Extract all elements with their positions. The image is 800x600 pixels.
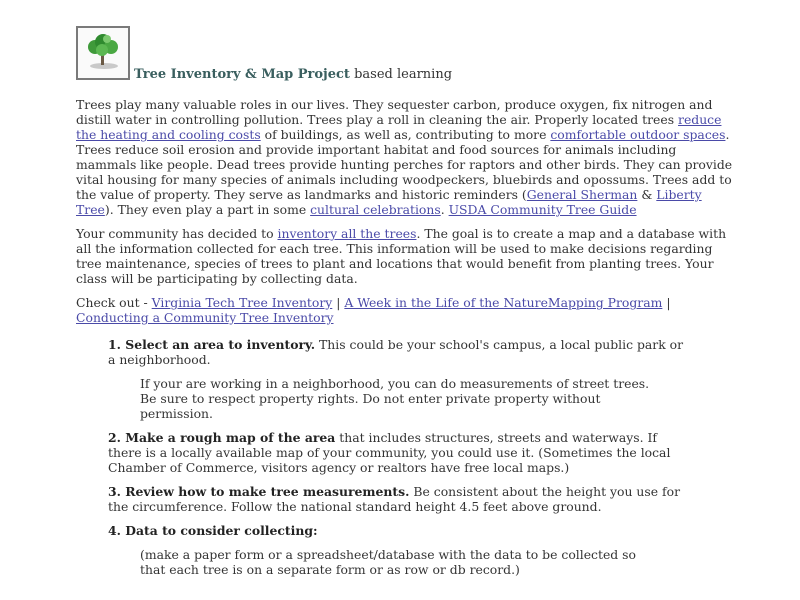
page-header [76, 20, 736, 80]
step-heading: 3. Review how to make tree measurements. [108, 484, 410, 499]
intro-text: . Trees reduce soil erosion and provide important habitat and food sources for animals including mammals like people. Dead trees provide hunting perches for raptors and other birds. They can provide vital housing for many species of animals including woodpeckers, bluebirds and opossums. Trees add to the value of property. They serve as landmarks and historic reminders ( [76, 127, 733, 202]
step-2 [108, 430, 688, 475]
step-1 [108, 337, 688, 421]
link-separator: | [332, 295, 345, 310]
step-text: Be consistent about the height you use for the circumference. Follow the national standard height 4.5 feet above ground. [108, 484, 681, 514]
link-inventory-all-trees[interactable]: inventory all the trees [277, 226, 417, 241]
page-title [134, 67, 452, 82]
checkout-paragraph [76, 295, 736, 325]
link-general-sherman[interactable]: General Sherman [526, 187, 638, 202]
title-suffix: based learning [349, 67, 453, 82]
step-4 [108, 523, 688, 577]
link-virginia-tech-tree-inventory[interactable]: Virginia Tech Tree Inventory [151, 295, 333, 310]
link-liberty-tree[interactable]: Liberty Tree [76, 187, 702, 217]
step-heading: 2. Make a rough map of the area [108, 430, 336, 445]
community-paragraph [76, 226, 736, 286]
step-text: This could be your school's campus, a local public park or a neighborhood. [108, 337, 684, 367]
link-separator: | [662, 295, 671, 310]
page-content [76, 20, 736, 586]
steps-list [108, 337, 688, 577]
link-reduce-heating-cooling[interactable]: reduce the heating and cooling costs [76, 112, 722, 142]
link-conducting-community-tree-inventory[interactable]: Conducting a Community Tree Inventory [76, 310, 334, 325]
link-usda-community-tree-guide[interactable]: USDA Community Tree Guide [448, 202, 637, 217]
link-comfortable-outdoor-spaces[interactable]: comfortable outdoor spaces [550, 127, 726, 142]
intro-text: of buildings, as well as, contributing to more [260, 127, 551, 142]
checkout-label: Check out - [76, 295, 152, 310]
link-naturemapping-program[interactable]: A Week in the Life of the NatureMapping Program [344, 295, 663, 310]
link-cultural-celebrations[interactable]: cultural celebrations [310, 202, 441, 217]
step-text: that includes structures, streets and waterways. If there is a locally available map of your community, you could use it. (Sometimes the local Chamber of Commerce, visitors agency or realtors have free local maps.) [108, 430, 671, 475]
intro-paragraph [76, 97, 736, 217]
tree-icon [76, 26, 130, 80]
title-bold: Tree Inventory & Map Project [134, 67, 350, 82]
step-heading: 1. Select an area to inventory. [108, 337, 316, 352]
intro-text: Trees play many valuable roles in our lives. They sequester carbon, produce oxygen, fix nitrogen and distill water in controlling pollution. Trees play a roll in cleaning the air. Properly located trees [76, 97, 713, 127]
intro-text: & [637, 187, 657, 202]
step-note: (make a paper form or a spreadsheet/database with the data to be collected so that each tree is on a separate form or as row or db record.) [140, 547, 636, 577]
step-3 [108, 484, 688, 514]
intro-text: . [440, 202, 449, 217]
step-heading: 4. Data to consider collecting: [108, 523, 318, 538]
step-note: If your are working in a neighborhood, you can do measurements of street trees. Be sure to respect property rights. Do not enter private property without permission. [140, 376, 650, 421]
community-text: Your community has decided to [76, 226, 278, 241]
community-text: . The goal is to create a map and a database with all the information collected for each tree. This information will be used to make decisions regarding tree maintenance, species of trees to plant and locations that would benefit from planting trees. Your class will be participating by collecting data. [76, 226, 727, 286]
intro-text: ). They even play a part in some [104, 202, 311, 217]
